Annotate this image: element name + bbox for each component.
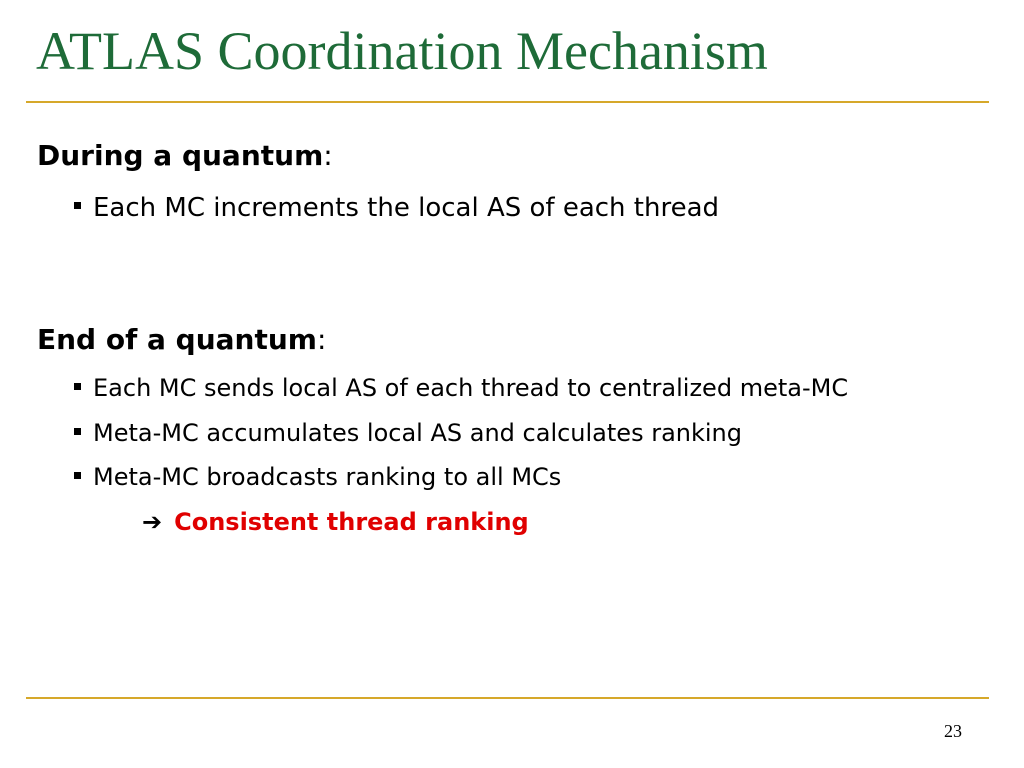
square-bullet-icon xyxy=(74,472,81,479)
section-heading-colon: : xyxy=(316,323,327,356)
bullet-text: Meta-MC broadcasts ranking to all MCs xyxy=(93,463,562,491)
section-heading-term: During a quantum xyxy=(37,139,324,172)
section-heading-end-quantum xyxy=(37,323,326,357)
bullet-text: Meta-MC accumulates local AS and calculates ranking xyxy=(93,419,742,447)
bullet-item xyxy=(74,463,561,492)
section-heading-colon: : xyxy=(323,139,333,172)
bullet-item xyxy=(74,193,719,224)
square-bullet-icon xyxy=(74,428,81,435)
slide-number: 23 xyxy=(944,721,962,741)
conclusion-text: Consistent thread ranking xyxy=(174,508,529,536)
conclusion-line xyxy=(142,508,529,537)
right-arrow-icon: ➔ xyxy=(142,508,163,536)
section-heading-term: End of a quantum xyxy=(37,323,317,356)
bullet-item xyxy=(74,419,742,448)
square-bullet-icon xyxy=(74,383,81,390)
section-heading-during-quantum xyxy=(37,139,333,173)
bullet-text: Each MC increments the local AS of each thread xyxy=(93,193,720,223)
bullet-item xyxy=(74,374,848,403)
bullet-text: Each MC sends local AS of each thread to centralized meta-MC xyxy=(93,374,849,402)
slide-title: ATLAS Coordination Mechanism xyxy=(36,21,768,81)
title-divider xyxy=(26,101,989,103)
footer-divider xyxy=(26,697,989,699)
square-bullet-icon xyxy=(74,202,81,209)
